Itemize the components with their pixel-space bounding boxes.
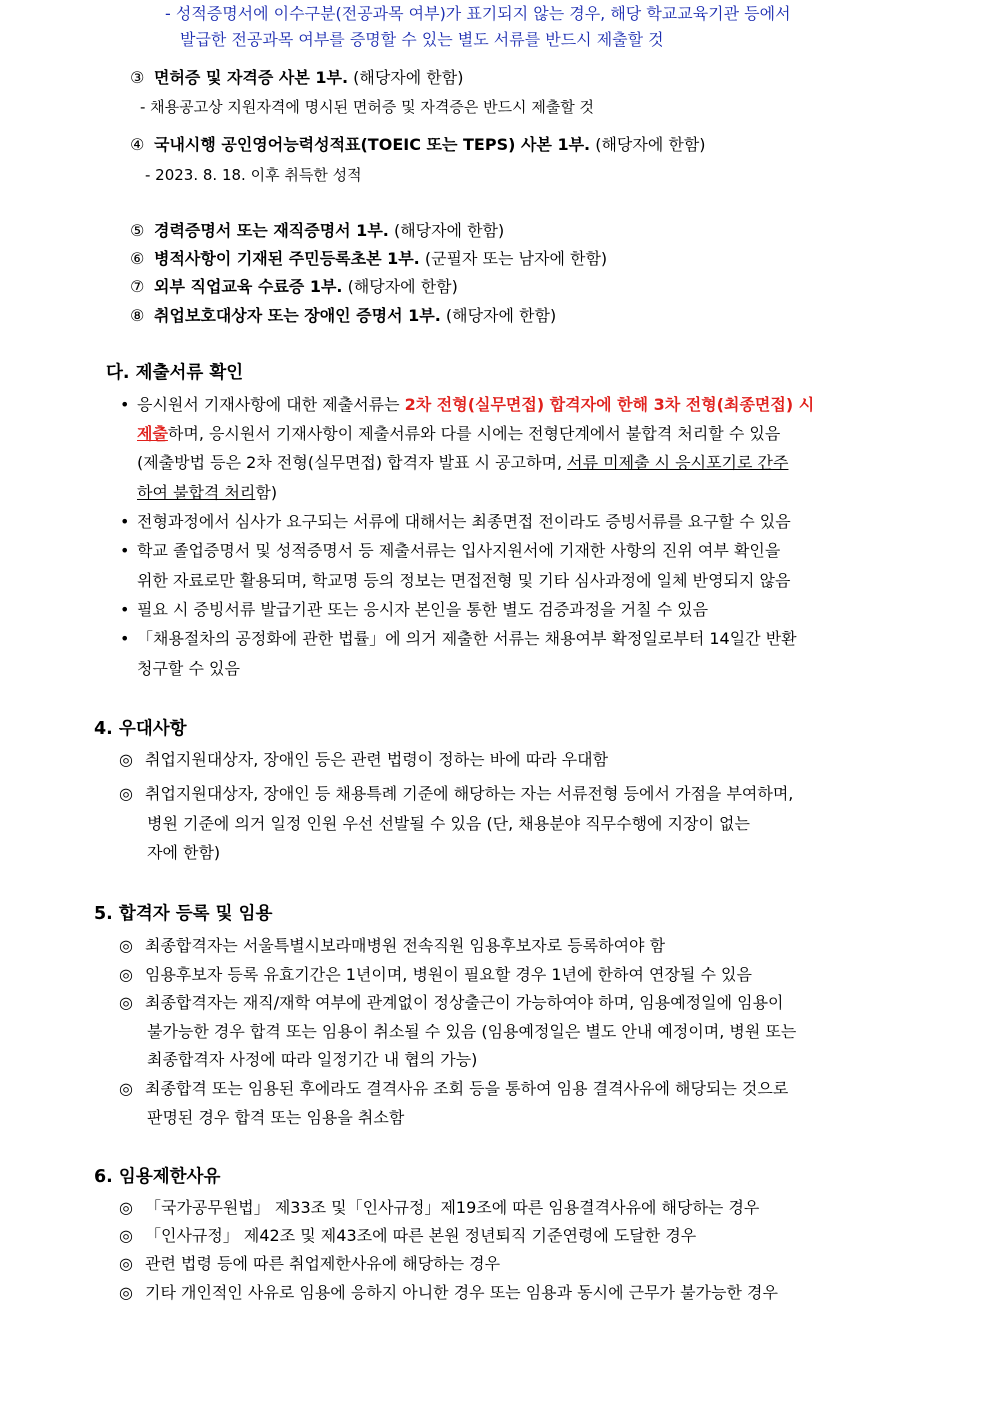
s4-item-2-line1 [119,782,793,806]
highlight-text: 제출 [137,424,168,443]
doc-note: (해당자에 한함) [590,135,706,154]
s6-item-4 [119,1281,778,1305]
da-bullet-1-line2 [137,422,780,446]
underlined-text: 서류 미제출 시 응시포기로 간주 [567,453,789,472]
double-circle-icon: ◎ [119,965,133,984]
text: 최종합격 또는 임용된 후에라도 결격사유 조회 등을 통하여 임용 결격사유에 해당되는 것으로 [145,1079,789,1098]
text: 필요 시 증빙서류 발급기관 또는 응시자 본인을 통한 별도 검증과정을 거칠 수 있음 [137,600,709,619]
da-bullet-5-line1 [120,627,797,651]
section-5-heading: 5. 합격자 등록 및 임용 [94,904,273,924]
da-bullet-3-line2: 위한 자료로만 활용되며, 학교명 등의 정보는 면접전형 및 기타 심사과정에 일체 반영되지 않음 [137,571,791,590]
doc-note: (군필자 또는 남자에 한함) [419,249,608,268]
s5-item-3-line1 [119,991,784,1015]
text: 관련 법령 등에 따른 취업제한사유에 해당하는 경우 [145,1254,501,1273]
s4-item-1 [119,748,608,772]
doc-item-4 [130,133,706,157]
da-bullet-1-line4 [137,481,277,505]
doc-title: 취업보호대상자 또는 장애인 증명서 1부. [154,306,441,325]
double-circle-icon: ◎ [119,750,133,769]
doc-number: ⑦ [130,277,145,296]
s5-item-1 [119,934,665,958]
transcript-note-line2: 발급한 전공과목 여부를 증명할 수 있는 별도 서류를 반드시 제출할 것 [180,30,664,49]
doc-number: ③ [130,68,145,87]
da-bullet-3-line1 [120,539,780,563]
bullet-icon: • [120,395,130,414]
s6-item-2 [119,1224,696,1248]
doc-title: 외부 직업교육 수료증 1부. [154,277,343,296]
double-circle-icon: ◎ [119,1079,133,1098]
text: 전형과정에서 심사가 요구되는 서류에 대해서는 최종면접 전이라도 증빙서류를 요구할 수 있음 [137,512,791,531]
doc-number: ⑤ [130,221,145,240]
da-bullet-1-line1 [120,393,814,417]
doc-title: 국내시행 공인영어능력성적표(TOEIC 또는 TEPS) 사본 1부. [154,135,591,154]
s6-item-3 [119,1252,500,1276]
doc-item-3 [130,66,463,90]
doc-number: ⑥ [130,249,145,268]
double-circle-icon: ◎ [119,784,133,803]
doc-note: (해당자에 한함) [348,68,464,87]
s5-item-4-line2: 판명된 경우 합격 또는 임용을 취소함 [147,1108,405,1127]
double-circle-icon: ◎ [119,1198,133,1217]
doc-item-4-sub: - 2023. 8. 18. 이후 취득한 성적 [145,166,362,184]
text: 최종합격자는 서울특별시보라매병원 전속직원 임용후보자로 등록하여야 함 [145,936,666,955]
doc-item-8 [130,304,556,328]
text: 하며, 응시원서 기재사항이 제출서류와 다를 시에는 전형단계에서 불합격 처리할 수 있음 [167,424,781,443]
doc-item-7 [130,275,458,299]
s5-item-4-line1 [119,1077,788,1101]
double-circle-icon: ◎ [119,936,133,955]
bullet-icon: • [120,629,130,648]
da-bullet-2 [120,510,791,534]
bullet-icon: • [120,600,130,619]
double-circle-icon: ◎ [119,993,133,1012]
text: 임용후보자 등록 유효기간은 1년이며, 병원이 필요할 경우 1년에 한하여 연장될 수 있음 [145,965,752,984]
doc-title: 면허증 및 자격증 사본 1부. [154,68,349,87]
da-bullet-4 [120,598,708,622]
section-da-heading: 다. 제출서류 확인 [106,363,244,383]
text: (제출방법 등은 2차 전형(실무면접) 합격자 발표 시 공고하며, [137,453,568,472]
doc-note: (해당자에 한함) [440,306,557,325]
bullet-icon: • [120,541,130,560]
doc-item-6 [130,247,607,271]
double-circle-icon: ◎ [119,1254,133,1273]
text: 「인사규정」 제42조 및 제43조에 따른 본원 정년퇴직 기준연령에 도달한 경우 [145,1226,697,1245]
text: 「채용절차의 공정화에 관한 법률」에 의거 제출한 서류는 채용여부 확정일로부터 14일간 반환 [137,629,797,648]
doc-note: (해당자에 한함) [388,221,505,240]
doc-number: ⑧ [130,306,145,325]
doc-item-5 [130,219,504,243]
s5-item-3-line2: 불가능한 경우 합격 또는 임용이 취소될 수 있음 (임용예정일은 별도 안내 예정이며, 병원 또는 [147,1022,797,1041]
text: 취업지원대상자, 장애인 등은 관련 법령이 정하는 바에 따라 우대함 [145,750,609,769]
doc-note: (해당자에 한함) [342,277,458,296]
text: 응시원서 기재사항에 대한 제출서류는 [137,395,405,414]
text: 학교 졸업증명서 및 성적증명서 등 제출서류는 입사지원서에 기재한 사항의 진위 여부 확인을 [137,541,781,560]
section-4-heading: 4. 우대사항 [94,719,187,739]
text: 「국가공무원법」 제33조 및「인사규정」제19조에 따른 임용결격사유에 해당하는 경우 [145,1198,760,1217]
doc-number: ④ [130,135,145,154]
s6-item-1 [119,1196,759,1220]
s5-item-3-line3: 최종합격자 사정에 따라 일정기간 내 협의 가능) [147,1050,478,1069]
doc-title: 경력증명서 또는 재직증명서 1부. [154,221,389,240]
doc-item-3-sub: - 채용공고상 지원자격에 명시된 면허증 및 자격증은 반드시 제출할 것 [140,98,595,116]
text: 최종합격자는 재직/재학 여부에 관계없이 정상출근이 가능하여야 하며, 임용예정일에 임용이 [145,993,784,1012]
highlight-text: 2차 전형(실무면접) 합격자에 한해 3차 전형(최종면접) 시 [404,395,815,414]
s4-item-2-line3: 자에 한함) [147,843,221,862]
double-circle-icon: ◎ [119,1226,133,1245]
bullet-icon: • [120,512,130,531]
text: 기타 개인적인 사유로 임용에 응하지 아니한 경우 또는 임용과 동시에 근무가 불가능한 경우 [145,1283,778,1302]
double-circle-icon: ◎ [119,1283,133,1302]
da-bullet-5-line2: 청구할 수 있음 [137,659,240,678]
s4-item-2-line2: 병원 기준에 의거 일정 인원 우선 선발될 수 있음 (단, 채용분야 직무수행에 지장이 없는 [147,814,750,833]
s5-item-2 [119,963,752,987]
da-bullet-1-line3 [137,451,788,475]
doc-title: 병적사항이 기재된 주민등록초본 1부. [154,249,420,268]
underlined-text: 하여 불합격 처리 [137,483,256,502]
transcript-note-line1: - 성적증명서에 이수구분(전공과목 여부)가 표기되지 않는 경우, 해당 학교교육기관 등에서 [165,4,791,23]
text: 취업지원대상자, 장애인 등 채용특례 기준에 해당하는 자는 서류전형 등에서 가점을 부여하며, [145,784,794,803]
section-6-heading: 6. 임용제한사유 [94,1167,221,1187]
text: 함) [255,483,278,502]
